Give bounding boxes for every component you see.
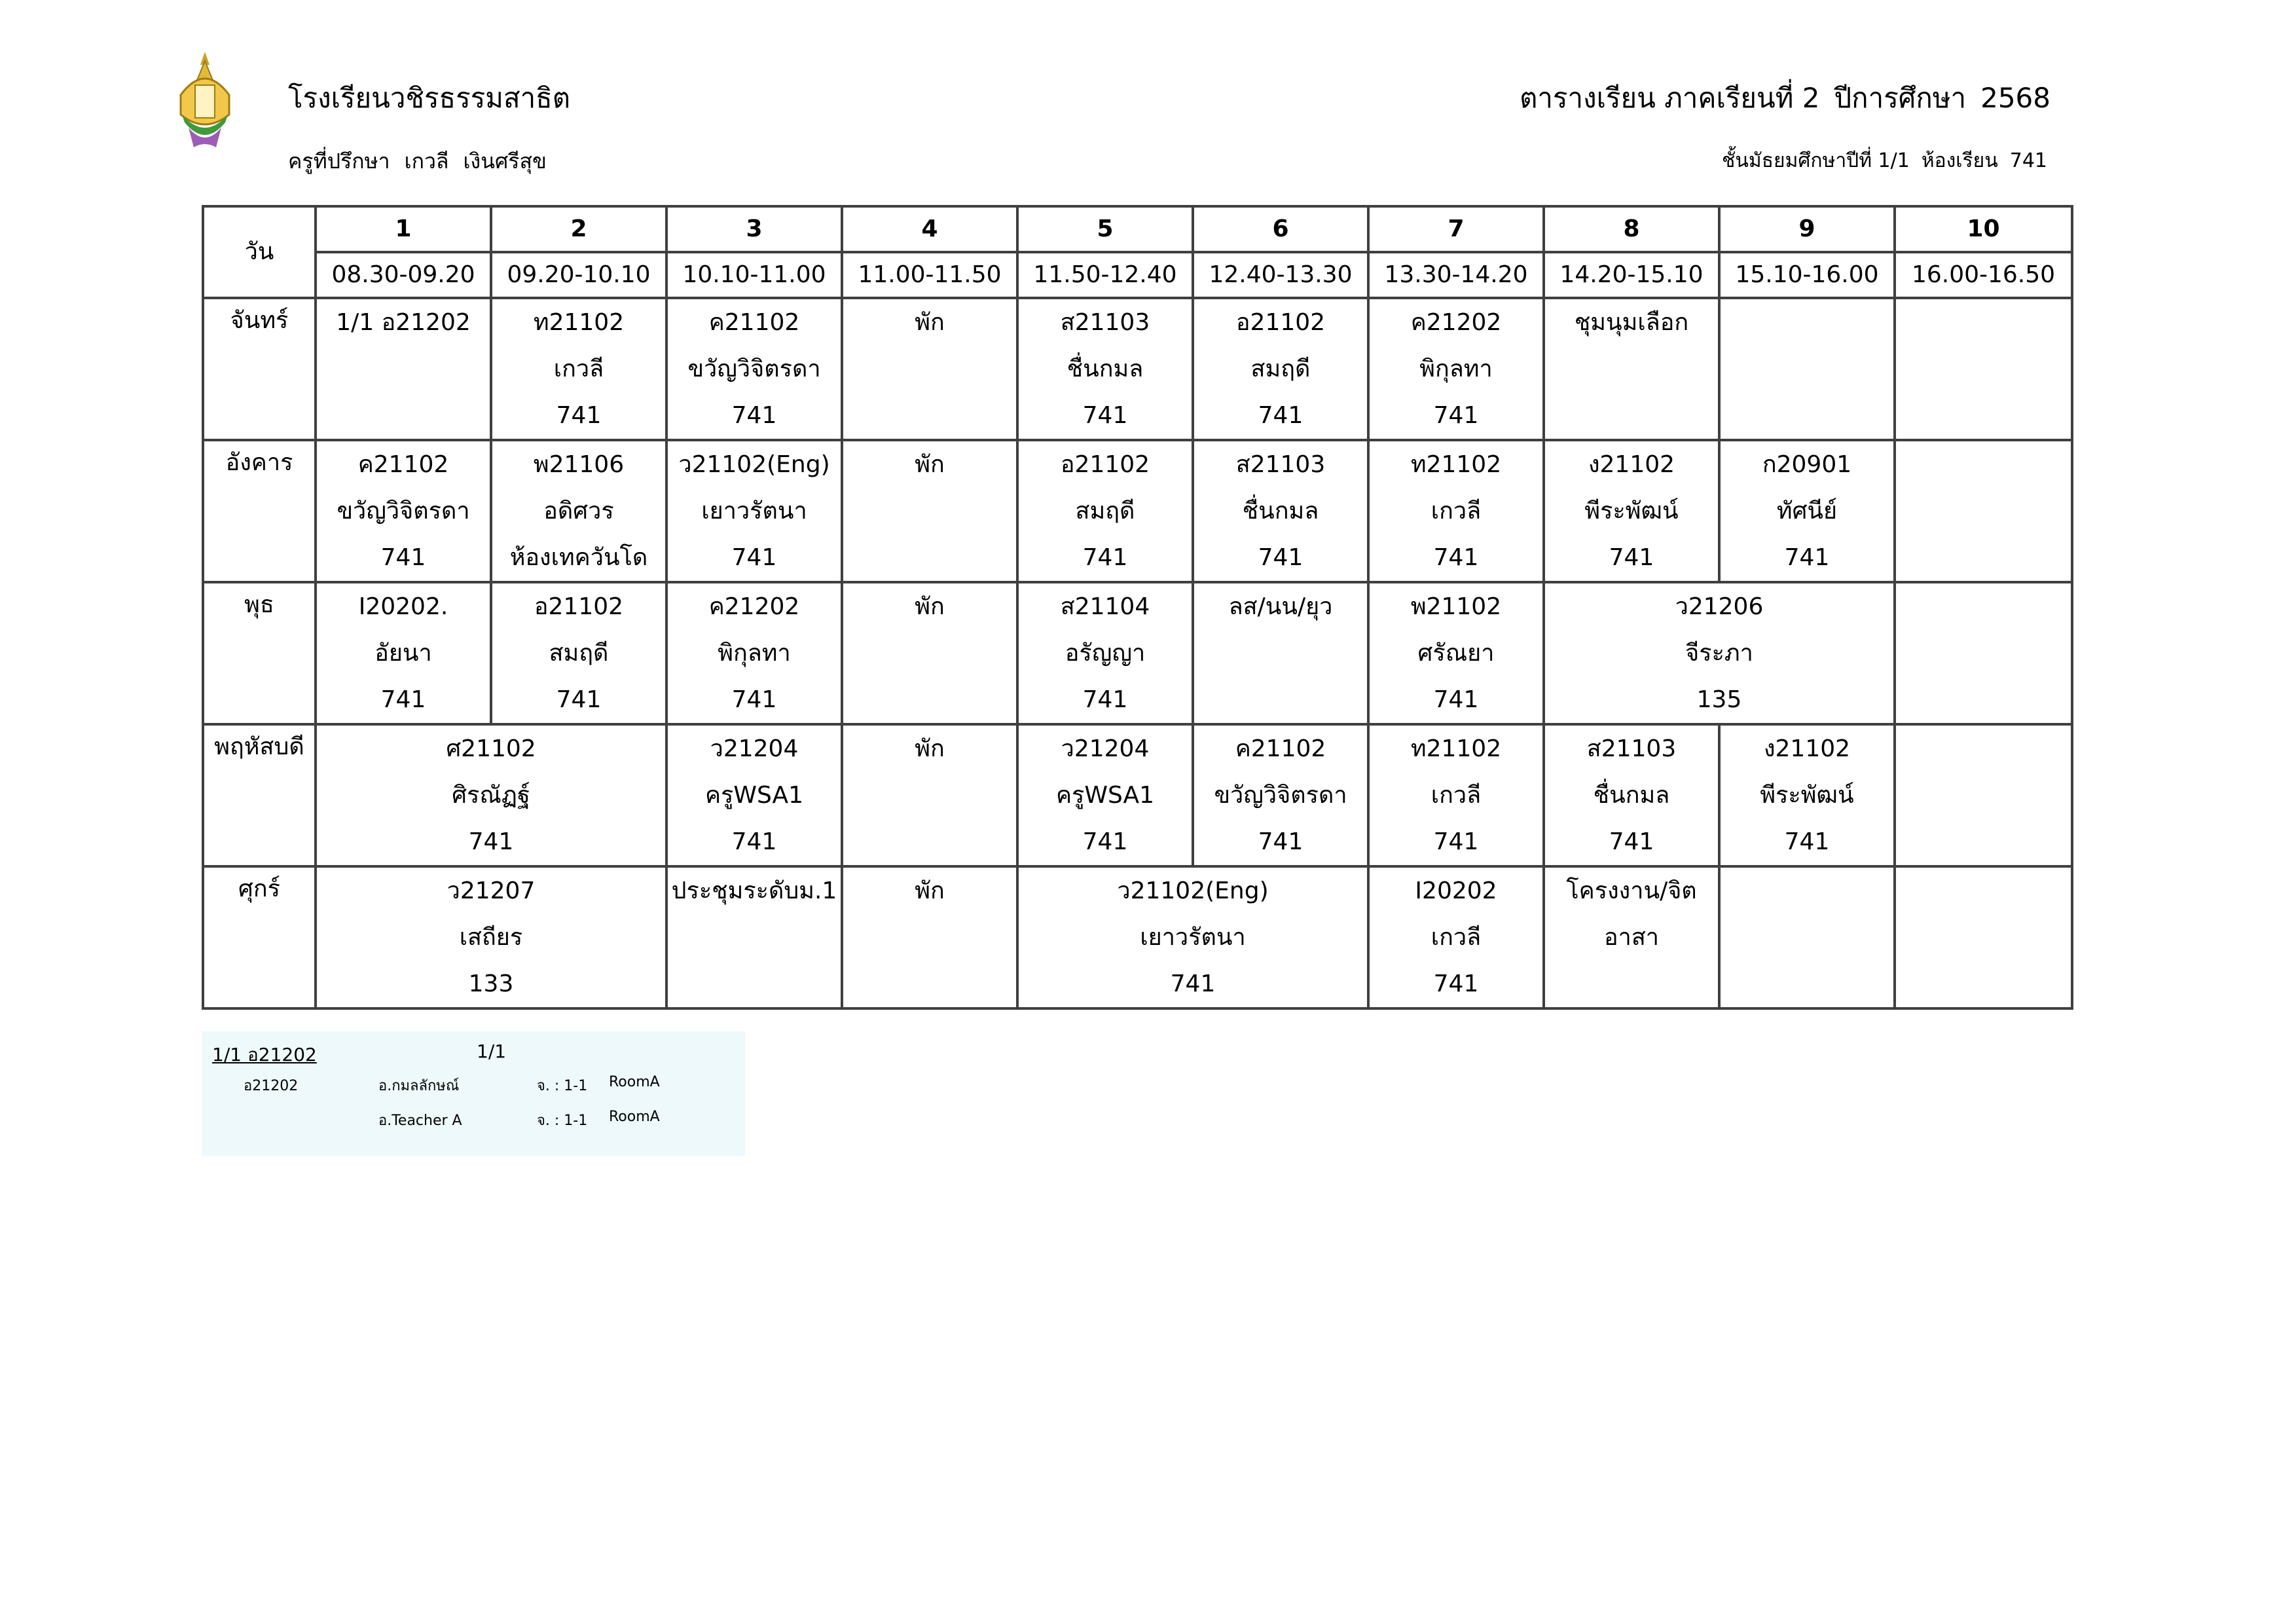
schedule-cell: ท21102 เกวลี 741 bbox=[491, 298, 666, 440]
schedule-cell: I20202. อัยนา 741 bbox=[316, 582, 491, 724]
schedule-cell: ท21102 เกวลี 741 bbox=[1368, 724, 1544, 866]
note-period: จ. : 1-1 bbox=[537, 1078, 588, 1094]
period-time: 11.50-12.40 bbox=[1017, 252, 1193, 298]
schedule-cell: พ21106 อดิศวร ห้องเทควันโด bbox=[491, 440, 666, 582]
advisor-label: ครูที่ปรึกษา bbox=[288, 149, 390, 174]
schedule-title bbox=[1505, 80, 2050, 117]
schedule-cell: ประชุมระดับม.1 bbox=[666, 866, 842, 1008]
schedule-cell: ว21204 ครูWSA1 741 bbox=[666, 724, 842, 866]
schedule-cell: ว21207 เสถียร 133 bbox=[316, 866, 666, 1008]
advisor-last-name: เงินศรีสุข bbox=[463, 149, 547, 174]
period-number: 8 bbox=[1544, 206, 1719, 252]
grade-label: ชั้นมัธยมศึกษาปีที่ 1/1 bbox=[1722, 149, 1910, 172]
period-number: 4 bbox=[842, 206, 1017, 252]
schedule-cell bbox=[1719, 866, 1895, 1008]
period-number: 1 bbox=[316, 206, 491, 252]
schedule-cell: อ21102 สมฤดี 741 bbox=[491, 582, 666, 724]
schedule-cell: อ21102 สมฤดี 741 bbox=[1017, 440, 1193, 582]
schedule-cell: พัก bbox=[842, 866, 1017, 1008]
schedule-cell: โครงงาน/จิต อาสา bbox=[1544, 866, 1719, 1008]
day-row-monday bbox=[203, 298, 2072, 440]
schedule-cell: ว21102(Eng) เยาวรัตนา 741 bbox=[1017, 866, 1368, 1008]
schedule-cell: พัก bbox=[842, 440, 1017, 582]
period-number: 5 bbox=[1017, 206, 1193, 252]
note-teacher: อ.Teacher A bbox=[378, 1113, 462, 1129]
schedule-cell: ส21103 ชื่นกมล 741 bbox=[1193, 440, 1368, 582]
note-code: อ21202 bbox=[244, 1078, 299, 1094]
day-name: พฤหัสบดี bbox=[203, 724, 316, 866]
day-header: วัน bbox=[203, 206, 316, 298]
schedule-cell: ท21102 เกวลี 741 bbox=[1368, 440, 1544, 582]
note-teacher: อ.กมลลักษณ์ bbox=[378, 1078, 460, 1094]
schedule-cell: ว21102(Eng) เยาวรัตนา 741 bbox=[666, 440, 842, 582]
period-time: 13.30-14.20 bbox=[1368, 252, 1544, 298]
period-time: 12.40-13.30 bbox=[1193, 252, 1368, 298]
schedule-cell: ค21102 ขวัญวิจิตรดา 741 bbox=[666, 298, 842, 440]
period-number: 9 bbox=[1719, 206, 1895, 252]
schedule-cell bbox=[1719, 298, 1895, 440]
schedule-cell: ส21103 ชื่นกมล 741 bbox=[1544, 724, 1719, 866]
schedule-cell: ว21204 ครูWSA1 741 bbox=[1017, 724, 1193, 866]
period-time: 09.20-10.10 bbox=[491, 252, 666, 298]
schedule-cell: ส21104 อรัญญา 741 bbox=[1017, 582, 1193, 724]
school-name: โรงเรียนวชิรธรรมสาธิต bbox=[288, 82, 571, 114]
schedule-cell: ง21102 พีระพัฒน์ 741 bbox=[1544, 440, 1719, 582]
schedule-cell bbox=[1895, 440, 2072, 582]
period-time: 08.30-09.20 bbox=[316, 252, 491, 298]
schedule-cell: พัก bbox=[842, 582, 1017, 724]
schedule-cell bbox=[1895, 724, 2072, 866]
schedule-cell: พ21102 ศรัณยา 741 bbox=[1368, 582, 1544, 724]
course-note-box bbox=[202, 1031, 745, 1156]
schedule-cell: พัก bbox=[842, 724, 1017, 866]
schedule-cell: ง21102 พีระพัฒน์ 741 bbox=[1719, 724, 1895, 866]
schedule-cell: ศ21102 ศิรณัฏฐ์ 741 bbox=[316, 724, 666, 866]
advisor-first-name: เกวลี bbox=[404, 149, 449, 174]
timetable bbox=[202, 205, 2073, 1010]
schedule-cell: พัก bbox=[842, 298, 1017, 440]
period-time: 16.00-16.50 bbox=[1895, 252, 2072, 298]
schedule-cell: ชุมนุมเลือก bbox=[1544, 298, 1719, 440]
year-label: ปีการศึกษา bbox=[1834, 82, 1967, 114]
period-time: 15.10-16.00 bbox=[1719, 252, 1895, 298]
day-name: อังคาร bbox=[203, 440, 316, 582]
note-heading-class: 1/1 bbox=[477, 1041, 507, 1062]
schedule-cell: ค21202 พิกุลทา 741 bbox=[666, 582, 842, 724]
schedule-cell: 1/1 อ21202 bbox=[316, 298, 491, 440]
period-number: 7 bbox=[1368, 206, 1544, 252]
note-room: RoomA bbox=[609, 1074, 660, 1090]
note-heading: 1/1 อ21202 bbox=[212, 1044, 317, 1065]
day-row-tuesday bbox=[203, 440, 2072, 582]
day-row-thursday bbox=[203, 724, 2072, 866]
school-emblem-logo bbox=[169, 49, 241, 154]
period-number: 3 bbox=[666, 206, 842, 252]
period-number: 2 bbox=[491, 206, 666, 252]
schedule-cell bbox=[1895, 298, 2072, 440]
schedule-cell: ค21202 พิกุลทา 741 bbox=[1368, 298, 1544, 440]
day-name: ศุกร์ bbox=[203, 866, 316, 1008]
period-time: 11.00-11.50 bbox=[842, 252, 1017, 298]
schedule-cell: ส21103 ชื่นกมล 741 bbox=[1017, 298, 1193, 440]
schedule-cell: ลส/นน/ยุว bbox=[1193, 582, 1368, 724]
schedule-cell: ว21206 จีระภา 135 bbox=[1544, 582, 1895, 724]
room-label: ห้องเรียน bbox=[1921, 149, 1998, 172]
schedule-cell bbox=[1895, 866, 2072, 1008]
class-info bbox=[1710, 147, 2047, 175]
schedule-cell: อ21102 สมฤดี 741 bbox=[1193, 298, 1368, 440]
period-number: 10 bbox=[1895, 206, 2072, 252]
schedule-cell: ค21102 ขวัญวิจิตรดา 741 bbox=[316, 440, 491, 582]
room-value: 741 bbox=[2009, 149, 2047, 172]
period-time: 14.20-15.10 bbox=[1544, 252, 1719, 298]
note-room: RoomA bbox=[609, 1109, 660, 1125]
day-row-friday bbox=[203, 866, 2072, 1008]
period-number: 6 bbox=[1193, 206, 1368, 252]
schedule-cell: I20202 เกวลี 741 bbox=[1368, 866, 1544, 1008]
schedule-title-text: ตารางเรียน ภาคเรียนที่ 2 bbox=[1520, 82, 1820, 114]
day-name: พุธ bbox=[203, 582, 316, 724]
day-row-wednesday bbox=[203, 582, 2072, 724]
schedule-cell: ก20901 ทัศนีย์ 741 bbox=[1719, 440, 1895, 582]
schedule-cell bbox=[1895, 582, 2072, 724]
note-period: จ. : 1-1 bbox=[537, 1113, 588, 1129]
period-time: 10.10-11.00 bbox=[666, 252, 842, 298]
advisor-line bbox=[288, 147, 561, 175]
schedule-cell: ค21102 ขวัญวิจิตรดา 741 bbox=[1193, 724, 1368, 866]
year-value: 2568 bbox=[1980, 82, 2050, 114]
day-name: จันทร์ bbox=[203, 298, 316, 440]
